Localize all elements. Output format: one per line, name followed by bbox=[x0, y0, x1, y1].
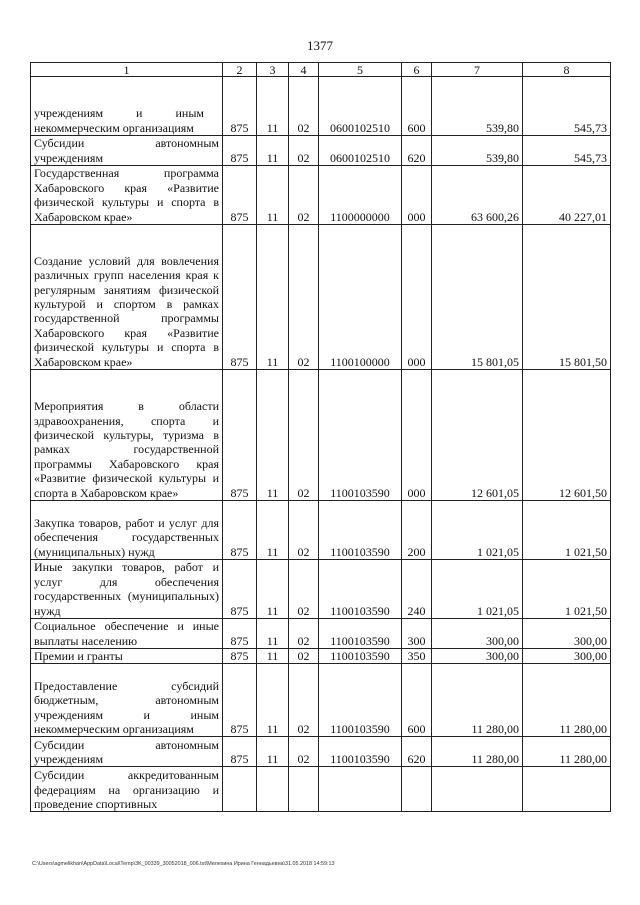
amount-1-cell: 15 801,05 bbox=[432, 225, 523, 370]
column-header: 4 bbox=[289, 63, 319, 77]
amount-2-cell: 40 227,01 bbox=[523, 166, 611, 225]
row-name-cell bbox=[31, 767, 223, 812]
amount-1-cell: 63 600,26 bbox=[432, 166, 523, 225]
section-cell: 11 bbox=[257, 225, 289, 370]
target-code-cell: 1100103590 bbox=[319, 619, 402, 649]
subsection-cell: 02 bbox=[289, 136, 319, 166]
amount-1-cell: 11 280,00 bbox=[432, 664, 523, 737]
amount-2-cell: 12 601,50 bbox=[523, 370, 611, 501]
table-row bbox=[31, 166, 611, 225]
amount-1-cell: 300,00 bbox=[432, 619, 523, 649]
row-name: Мероприятия в области здравоохранения, спорта и физической культуры, туризма в рамках государственной программы Хабаровского края «Развитие физической культуры и спорта в Хабаровском крае» bbox=[34, 399, 219, 500]
expense-type-cell: 300 bbox=[402, 619, 432, 649]
row-name: Субсидии аккредитованным федерациям на организацию и проведение спортивных bbox=[34, 768, 219, 811]
amount-1-cell: 300,00 bbox=[432, 649, 523, 664]
admin-code-cell: 875 bbox=[223, 619, 257, 649]
admin-code-cell: 875 bbox=[223, 370, 257, 501]
amount-1-cell: 12 601,05 bbox=[432, 370, 523, 501]
amount-2-cell: 11 280,00 bbox=[523, 664, 611, 737]
row-name-cell bbox=[31, 560, 223, 619]
row-name: Субсидии автономным учреждениям bbox=[34, 737, 219, 766]
row-name: Закупка товаров, работ и услуг для обеспечения государственных (муниципальных) нужд bbox=[34, 515, 219, 559]
column-header: 2 bbox=[223, 63, 257, 77]
row-name: Социальное обеспечение и иные выплаты населению bbox=[34, 619, 219, 648]
target-code-cell: 1100103590 bbox=[319, 737, 402, 767]
amount-2-cell: 1 021,50 bbox=[523, 560, 611, 619]
subsection-cell: 02 bbox=[289, 370, 319, 501]
column-header: 7 bbox=[432, 63, 523, 77]
admin-code-cell: 875 bbox=[223, 664, 257, 737]
section-cell: 11 bbox=[257, 501, 289, 560]
subsection-cell: 02 bbox=[289, 166, 319, 225]
expense-type-cell: 200 bbox=[402, 501, 432, 560]
subsection-cell: 02 bbox=[289, 560, 319, 619]
target-code-cell: 1100000000 bbox=[319, 166, 402, 225]
amount-2-cell: 11 280,00 bbox=[523, 737, 611, 767]
section-cell: 11 bbox=[257, 560, 289, 619]
expense-type-cell: 620 bbox=[402, 136, 432, 166]
section-cell: 11 bbox=[257, 619, 289, 649]
section-cell: 11 bbox=[257, 166, 289, 225]
expense-type-cell: 000 bbox=[402, 225, 432, 370]
section-cell: 11 bbox=[257, 664, 289, 737]
column-header: 8 bbox=[523, 63, 611, 77]
amount-2-cell: 15 801,50 bbox=[523, 225, 611, 370]
target-code-cell: 1100103590 bbox=[319, 501, 402, 560]
subsection-cell: 02 bbox=[289, 501, 319, 560]
subsection-cell: 02 bbox=[289, 649, 319, 664]
table-row bbox=[31, 501, 611, 560]
row-name: Иные закупки товаров, работ и услуг для обеспечения государственных (муниципальных) нужд bbox=[34, 560, 219, 618]
amount-1-cell bbox=[432, 767, 523, 812]
subsection-cell: 02 bbox=[289, 737, 319, 767]
expense-type-cell: 000 bbox=[402, 370, 432, 501]
amount-2-cell: 545,73 bbox=[523, 136, 611, 166]
page-number: 1377 bbox=[307, 38, 333, 53]
row-name-cell bbox=[31, 225, 223, 370]
admin-code-cell bbox=[223, 767, 257, 812]
admin-code-cell: 875 bbox=[223, 77, 257, 136]
column-header: 5 bbox=[319, 63, 402, 77]
row-name-cell bbox=[31, 77, 223, 136]
amount-2-cell bbox=[523, 767, 611, 812]
table-row bbox=[31, 737, 611, 767]
row-name: Государственная программа Хабаровского края «Развитие физической культуры и спорта в Хабаровском крае» bbox=[34, 166, 219, 224]
row-name: Создание условий для вовлечения различных групп населения края к регулярным занятиям физической культурой и спортом в рамках государственной программы Хабаровского края «Развитие физической культуры и спорта в Хабаровском крае» bbox=[34, 253, 219, 369]
column-header: 6 bbox=[402, 63, 432, 77]
amount-2-cell: 300,00 bbox=[523, 649, 611, 664]
table-row bbox=[31, 767, 611, 812]
amount-1-cell: 1 021,05 bbox=[432, 501, 523, 560]
amount-1-cell: 1 021,05 bbox=[432, 560, 523, 619]
row-name-cell bbox=[31, 649, 223, 664]
admin-code-cell: 875 bbox=[223, 560, 257, 619]
target-code-cell bbox=[319, 767, 402, 812]
admin-code-cell: 875 bbox=[223, 225, 257, 370]
row-name-cell bbox=[31, 166, 223, 225]
amount-2-cell: 1 021,50 bbox=[523, 501, 611, 560]
amount-1-cell: 11 280,00 bbox=[432, 737, 523, 767]
amount-2-cell: 545,73 bbox=[523, 77, 611, 136]
table-row bbox=[31, 136, 611, 166]
row-name-cell bbox=[31, 136, 223, 166]
row-name: Премии и гранты bbox=[34, 649, 123, 663]
section-cell: 11 bbox=[257, 737, 289, 767]
target-code-cell: 1100103590 bbox=[319, 649, 402, 664]
expense-type-cell: 600 bbox=[402, 77, 432, 136]
table-row bbox=[31, 664, 611, 737]
row-name-cell bbox=[31, 737, 223, 767]
target-code-cell: 0600102510 bbox=[319, 136, 402, 166]
table-row bbox=[31, 225, 611, 370]
section-cell: 11 bbox=[257, 649, 289, 664]
subsection-cell: 02 bbox=[289, 225, 319, 370]
table-row bbox=[31, 560, 611, 619]
row-name-cell bbox=[31, 370, 223, 501]
subsection-cell: 02 bbox=[289, 664, 319, 737]
row-name: Субсидии автономным учреждениям bbox=[34, 136, 219, 165]
amount-2-cell: 300,00 bbox=[523, 619, 611, 649]
section-cell: 11 bbox=[257, 370, 289, 501]
row-name-cell bbox=[31, 501, 223, 560]
row-name-cell bbox=[31, 664, 223, 737]
table-row bbox=[31, 370, 611, 501]
section-cell: 11 bbox=[257, 136, 289, 166]
expense-type-cell: 620 bbox=[402, 737, 432, 767]
admin-code-cell: 875 bbox=[223, 649, 257, 664]
admin-code-cell: 875 bbox=[223, 166, 257, 225]
section-cell bbox=[257, 767, 289, 812]
row-name-cell bbox=[31, 619, 223, 649]
subsection-cell: 02 bbox=[289, 619, 319, 649]
expense-type-cell: 000 bbox=[402, 166, 432, 225]
budget-table bbox=[30, 62, 611, 812]
admin-code-cell: 875 bbox=[223, 136, 257, 166]
table-row bbox=[31, 619, 611, 649]
file-path-footer: C:\Users\agmelikhan\AppData\Local\Temp\3K_00339_30052018_006.txt\Мелехина Ирина Геннадьевна\31.05.2018 14:59:13 bbox=[32, 861, 335, 867]
amount-1-cell: 539,80 bbox=[432, 136, 523, 166]
target-code-cell: 1100103590 bbox=[319, 560, 402, 619]
column-header: 3 bbox=[257, 63, 289, 77]
section-cell: 11 bbox=[257, 77, 289, 136]
table-row bbox=[31, 77, 611, 136]
subsection-cell bbox=[289, 767, 319, 812]
subsection-cell: 02 bbox=[289, 77, 319, 136]
expense-type-cell bbox=[402, 767, 432, 812]
expense-type-cell: 240 bbox=[402, 560, 432, 619]
admin-code-cell: 875 bbox=[223, 737, 257, 767]
expense-type-cell: 350 bbox=[402, 649, 432, 664]
admin-code-cell: 875 bbox=[223, 501, 257, 560]
row-name: Предоставление субсидий бюджетным, автономным учреждениям и иным некоммерческим организациям bbox=[34, 678, 219, 736]
target-code-cell: 1100103590 bbox=[319, 664, 402, 737]
row-name: учреждениям и иным некоммерческим организациям bbox=[34, 106, 204, 135]
column-header: 1 bbox=[31, 63, 223, 77]
column-number-row bbox=[31, 63, 611, 77]
expense-type-cell: 600 bbox=[402, 664, 432, 737]
table-row bbox=[31, 649, 611, 664]
target-code-cell: 0600102510 bbox=[319, 77, 402, 136]
target-code-cell: 1100100000 bbox=[319, 225, 402, 370]
amount-1-cell: 539,80 bbox=[432, 77, 523, 136]
target-code-cell: 1100103590 bbox=[319, 370, 402, 501]
